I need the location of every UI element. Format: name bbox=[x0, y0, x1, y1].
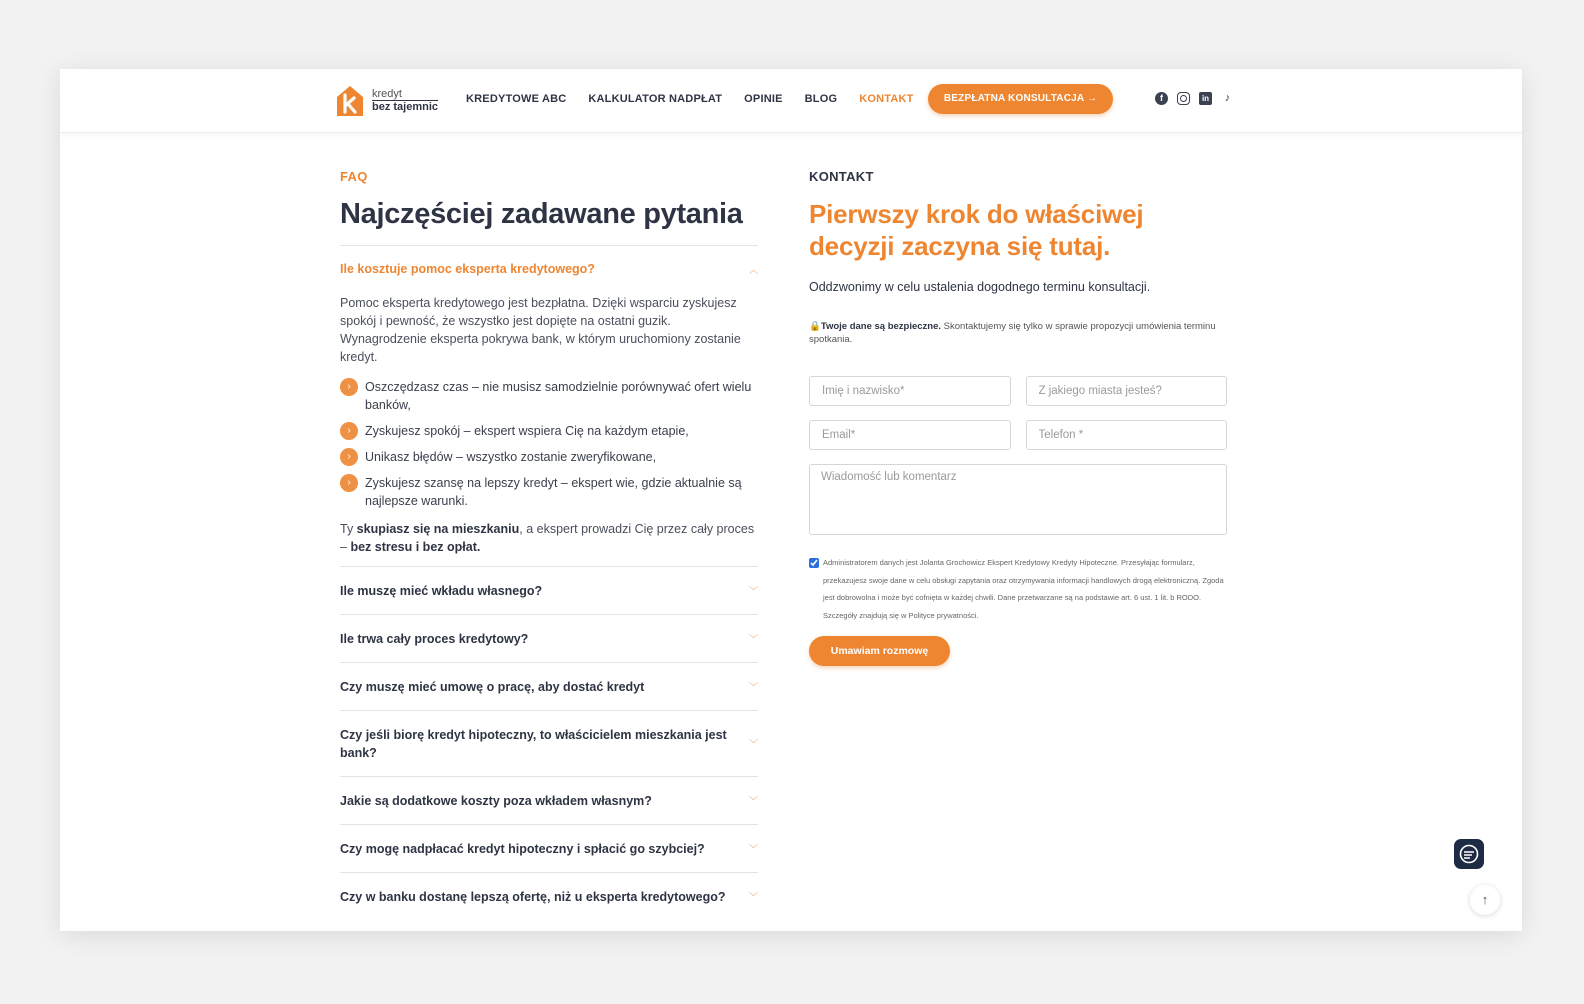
list-item bbox=[340, 378, 758, 414]
faq-item[interactable] bbox=[340, 662, 758, 710]
chevron-down-icon: ﹀ bbox=[748, 739, 758, 749]
faq-question: Ile trwa cały proces kredytowy? bbox=[340, 631, 529, 646]
faq-question: Ile muszę mieć wkładu własnego? bbox=[340, 583, 543, 598]
faq-item[interactable] bbox=[340, 776, 758, 824]
chevron-up-icon: ︿ bbox=[748, 264, 758, 275]
site-header bbox=[60, 69, 1522, 133]
browser-page bbox=[60, 69, 1522, 931]
chevron-down-icon: ﹀ bbox=[748, 844, 758, 854]
nav-item-kontakt[interactable]: KONTAKT bbox=[859, 93, 914, 105]
tiktok-icon[interactable]: ♪ bbox=[1224, 92, 1231, 104]
submit-button[interactable]: Umawiam rozmowę bbox=[809, 636, 950, 666]
instagram-icon[interactable] bbox=[1177, 92, 1190, 105]
faq-question: Czy muszę mieć umowę o pracę, aby dostać kredyt bbox=[340, 679, 645, 694]
faq-title: Najczęściej zadawane pytania bbox=[340, 198, 743, 230]
scroll-top-button[interactable] bbox=[1470, 885, 1500, 915]
linkedin-icon[interactable]: in bbox=[1199, 92, 1212, 105]
summary-text: Ty bbox=[340, 522, 357, 536]
email-field[interactable] bbox=[809, 420, 1011, 450]
faq-item-open[interactable] bbox=[340, 246, 758, 276]
chevron-down-icon: ﹀ bbox=[748, 586, 758, 596]
phone-field[interactable] bbox=[1026, 420, 1228, 450]
chevron-right-icon: › bbox=[340, 448, 358, 466]
nav-item-kredytowe-abc[interactable]: KREDYTOWE ABC bbox=[466, 93, 567, 105]
faq-item[interactable] bbox=[340, 614, 758, 662]
consent-text: Administratorem danych jest Jolanta Grochowicz Ekspert Kredytowy Kredyty Hipoteczne. Przesyłając formularz, przekazujesz swoje dane w celu obsługi zapytania oraz otrzymywania informacji handlowych drogą elektroniczną. Zgoda jest dobrowolna i może być cofnięta w każdej chwili. Dane przetwarzane są na podstawie art. 6 ust. 1 lit. b RODO. Szczegóły znajdują się w Polityce prywatności. bbox=[823, 558, 1224, 620]
chevron-down-icon: ﹀ bbox=[748, 892, 758, 902]
consent-checkbox[interactable] bbox=[809, 558, 819, 568]
bullet-text: Zyskujesz spokój – ekspert wspiera Cię na każdym etapie, bbox=[365, 424, 689, 438]
list-item bbox=[340, 448, 758, 466]
consent-row bbox=[809, 558, 1227, 624]
contact-form bbox=[809, 376, 1227, 666]
faq-question: Czy w banku dostanę lepszą ofertę, niż u eksperta kredytowego? bbox=[340, 889, 726, 904]
nav-item-blog[interactable]: BLOG bbox=[804, 93, 838, 105]
chat-icon bbox=[1459, 844, 1479, 864]
facebook-icon[interactable]: f bbox=[1155, 92, 1168, 105]
list-item bbox=[340, 474, 758, 510]
faq-item[interactable] bbox=[340, 710, 758, 776]
bullet-text: Unikasz błędów – wszystko zostanie zweryfikowane, bbox=[365, 450, 657, 464]
lock-icon: 🔒 bbox=[809, 321, 821, 332]
free-consultation-button[interactable]: BEZPŁATNA KONSULTACJA → bbox=[928, 84, 1113, 114]
faq-section bbox=[340, 169, 758, 920]
bullet-text: Zyskujesz szansę na lepszy kredyt – ekspert wie, gdzie aktualnie są najlepsze warunki. bbox=[365, 476, 742, 508]
summary-bold: skupiasz się na mieszkaniu bbox=[356, 522, 520, 536]
contact-title: Pierwszy krok do właściwej decyzji zaczyna się tutaj. bbox=[809, 199, 1144, 261]
faq-item[interactable] bbox=[340, 824, 758, 872]
message-field[interactable] bbox=[809, 464, 1227, 535]
privacy-note bbox=[809, 320, 1227, 346]
faq-question: Czy mogę nadpłacać kredyt hipoteczny i spłacić go szybciej? bbox=[340, 841, 705, 856]
summary-bold: bez stresu i bez opłat. bbox=[350, 540, 481, 554]
site-logo[interactable] bbox=[336, 85, 438, 117]
faq-answer-bullets bbox=[340, 378, 758, 510]
contact-eyebrow: KONTAKT bbox=[809, 169, 874, 184]
main-nav bbox=[466, 93, 914, 105]
nav-item-opinie[interactable]: OPINIE bbox=[744, 93, 783, 105]
privacy-note-text: Skontaktujemy się tylko w sprawie propozycji umówienia terminu spotkania. bbox=[809, 321, 1216, 345]
chat-widget-button[interactable] bbox=[1454, 839, 1484, 869]
faq-answer: Pomoc eksperta kredytowego jest bezpłatna. Dzięki wsparciu zyskujesz spokój i pewność, że wszystko jest dopięte na ostatni guzik. Wynagrodzenie eksperta pokrywa bank, w którym uruchomiony zostanie kredyt. bbox=[340, 296, 741, 364]
contact-subtitle: Oddzwonimy w celu ustalenia dogodnego terminu konsultacji. bbox=[809, 280, 1151, 294]
chevron-right-icon: › bbox=[340, 422, 358, 440]
chevron-down-icon: ﹀ bbox=[748, 796, 758, 806]
social-links bbox=[1155, 92, 1234, 105]
chevron-down-icon: ﹀ bbox=[748, 634, 758, 644]
list-item bbox=[340, 422, 758, 440]
logo-text-line1: kredyt bbox=[372, 88, 402, 100]
faq-question: Jakie są dodatkowe koszty poza wkładem własnym? bbox=[340, 793, 652, 808]
name-field[interactable] bbox=[809, 376, 1011, 406]
logo-text-line2: bez tajemnic bbox=[372, 101, 439, 113]
bullet-text: Oszczędzasz czas – nie musisz samodzielnie porównywać ofert wielu banków, bbox=[365, 380, 752, 412]
city-field[interactable] bbox=[1026, 376, 1228, 406]
chevron-right-icon: › bbox=[340, 378, 358, 396]
faq-question: Czy jeśli biorę kredyt hipoteczny, to właścicielem mieszkania jest bank? bbox=[340, 727, 727, 760]
faq-answer-summary bbox=[340, 520, 758, 566]
nav-item-kalkulator-nadplat[interactable]: KALKULATOR NADPŁAT bbox=[588, 93, 723, 105]
contact-section bbox=[809, 169, 1227, 666]
chevron-down-icon: ﹀ bbox=[748, 682, 758, 692]
faq-item[interactable] bbox=[340, 872, 758, 920]
arrow-up-icon: ↑ bbox=[1481, 892, 1489, 907]
summary-text: , a ekspert prowadzi Cię przez cały proces – bbox=[340, 522, 755, 554]
faq-question-open: Ile kosztuje pomoc eksperta kredytowego? bbox=[340, 262, 595, 276]
chevron-right-icon: › bbox=[340, 474, 358, 492]
faq-item[interactable] bbox=[340, 566, 758, 614]
faq-eyebrow: FAQ bbox=[340, 169, 368, 184]
logo-mark-icon bbox=[336, 85, 364, 117]
privacy-note-bold: Twoje dane są bezpieczne. bbox=[820, 321, 942, 332]
